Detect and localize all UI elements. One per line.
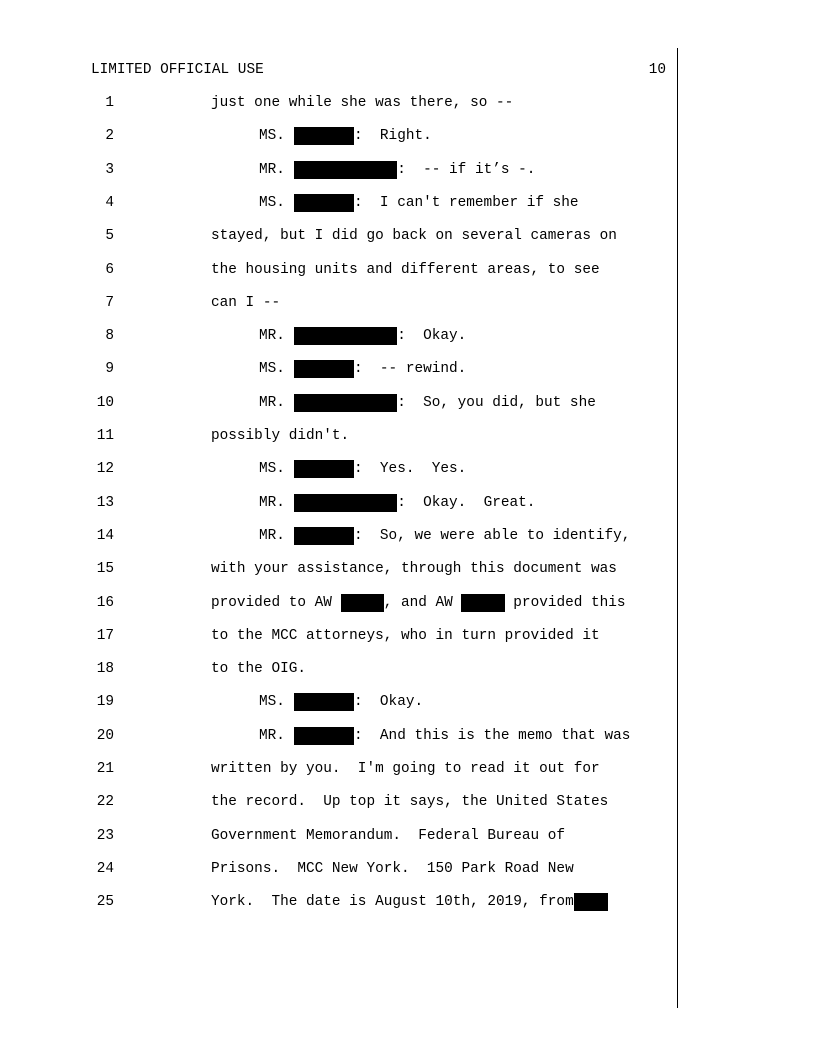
line-number: 4	[105, 194, 114, 211]
transcript-line	[211, 860, 574, 878]
speaker-line	[259, 161, 535, 179]
line-text: provided this	[504, 594, 626, 611]
speaker-line	[259, 194, 579, 212]
line-number: 10	[96, 394, 114, 411]
line-text: , and AW	[383, 594, 462, 611]
line-number: 5	[105, 228, 114, 245]
line-text: : I can't remember if she	[354, 194, 579, 211]
line-text: possibly didn't.	[211, 428, 350, 444]
transcript-line	[211, 94, 513, 112]
line-number: 17	[96, 627, 114, 644]
transcript-line	[211, 227, 617, 245]
line-text: Government Memorandum. Federal Bureau of	[211, 827, 566, 844]
line-number: 9	[105, 361, 114, 378]
transcript-line	[211, 294, 280, 312]
classification-header: LIMITED OFFICIAL USE	[91, 62, 264, 78]
redaction-box	[461, 594, 504, 612]
line-number: 22	[96, 794, 114, 811]
line-number: 25	[96, 894, 114, 911]
line-number: 7	[105, 294, 114, 311]
line-text: MS.	[259, 694, 294, 711]
transcript-line	[211, 261, 600, 279]
line-text: : Okay.	[397, 328, 467, 345]
line-text: : Right.	[354, 128, 432, 145]
line-text: MS.	[259, 461, 294, 478]
redaction-box	[294, 494, 398, 512]
line-text: to the OIG.	[211, 661, 306, 678]
line-text: : Okay. Great.	[397, 494, 536, 511]
transcript-line	[211, 627, 600, 645]
line-text: : Yes. Yes.	[354, 461, 467, 478]
line-text: MS.	[259, 361, 294, 378]
redaction-box	[294, 161, 398, 179]
line-text: MR.	[259, 727, 294, 744]
speaker-line	[259, 693, 423, 711]
line-text: the housing units and different areas, to see	[211, 261, 600, 278]
line-text: with your assistance, through this document was	[211, 561, 617, 578]
line-text: to the MCC attorneys, who in turn provided it	[211, 627, 600, 644]
margin-rule	[677, 48, 678, 1008]
speaker-line	[259, 460, 466, 478]
line-number: 1	[105, 95, 114, 111]
line-number: 24	[96, 860, 114, 877]
line-number: 8	[105, 328, 114, 345]
line-text: provided to AW	[211, 594, 341, 611]
line-number: 20	[96, 727, 114, 744]
line-text: MR.	[259, 527, 294, 544]
line-text: : -- rewind.	[354, 361, 467, 378]
speaker-line	[259, 394, 596, 412]
line-text: : Okay.	[354, 694, 424, 711]
speaker-line	[259, 360, 466, 378]
line-number: 23	[96, 827, 114, 844]
transcript-line	[211, 660, 306, 678]
line-text: : So, you did, but she	[397, 394, 596, 411]
line-text: can I --	[211, 294, 281, 311]
redaction-box	[294, 460, 354, 478]
transcript-line	[211, 793, 608, 811]
redaction-box	[341, 594, 384, 612]
line-text: stayed, but I did go back on several cameras on	[211, 228, 617, 245]
line-number: 19	[96, 694, 114, 711]
redaction-box	[294, 693, 354, 711]
line-text: MR.	[259, 328, 294, 345]
line-number: 12	[96, 461, 114, 478]
transcript-line	[211, 827, 565, 845]
line-number: 3	[105, 161, 114, 178]
speaker-line	[259, 527, 630, 545]
redaction-box	[294, 360, 354, 378]
speaker-line	[259, 127, 432, 145]
redaction-box	[294, 527, 354, 545]
line-text: Prisons. MCC New York. 150 Park Road New	[211, 860, 574, 877]
line-text: : So, we were able to identify,	[354, 527, 631, 544]
line-number: 2	[105, 128, 114, 145]
transcript-line	[211, 760, 600, 778]
line-text: : -- if it’s -.	[397, 161, 536, 178]
line-text: just one while she was there, so --	[211, 95, 514, 111]
transcript-line	[211, 594, 626, 612]
line-text: MR.	[259, 394, 294, 411]
line-text: MR.	[259, 161, 294, 178]
redaction-box	[294, 194, 354, 212]
speaker-line	[259, 727, 630, 745]
line-number: 15	[96, 561, 114, 578]
redaction-box	[294, 127, 354, 145]
line-number: 21	[96, 761, 114, 777]
transcript-line	[211, 560, 617, 578]
line-number: 16	[96, 594, 114, 611]
redaction-box	[574, 893, 609, 911]
line-text: MS.	[259, 128, 294, 145]
line-text: : And this is the memo that was	[354, 727, 631, 744]
transcript-line	[211, 427, 349, 445]
line-text: York. The date is August 10th, 2019, from	[211, 894, 574, 911]
transcript-line	[211, 893, 608, 911]
line-text: MR.	[259, 494, 294, 511]
line-text: written by you. I'm going to read it out for	[211, 761, 600, 777]
line-number: 13	[96, 494, 114, 511]
line-text: MS.	[259, 194, 294, 211]
line-number: 18	[96, 661, 114, 678]
speaker-line	[259, 494, 535, 512]
line-number: 11	[96, 428, 114, 444]
line-number: 14	[96, 527, 114, 544]
redaction-box	[294, 327, 398, 345]
page-number: 10	[648, 62, 666, 78]
line-text: the record. Up top it says, the United States	[211, 794, 609, 811]
speaker-line	[259, 327, 466, 345]
redaction-box	[294, 727, 354, 745]
line-number: 6	[105, 261, 114, 278]
redaction-box	[294, 394, 398, 412]
